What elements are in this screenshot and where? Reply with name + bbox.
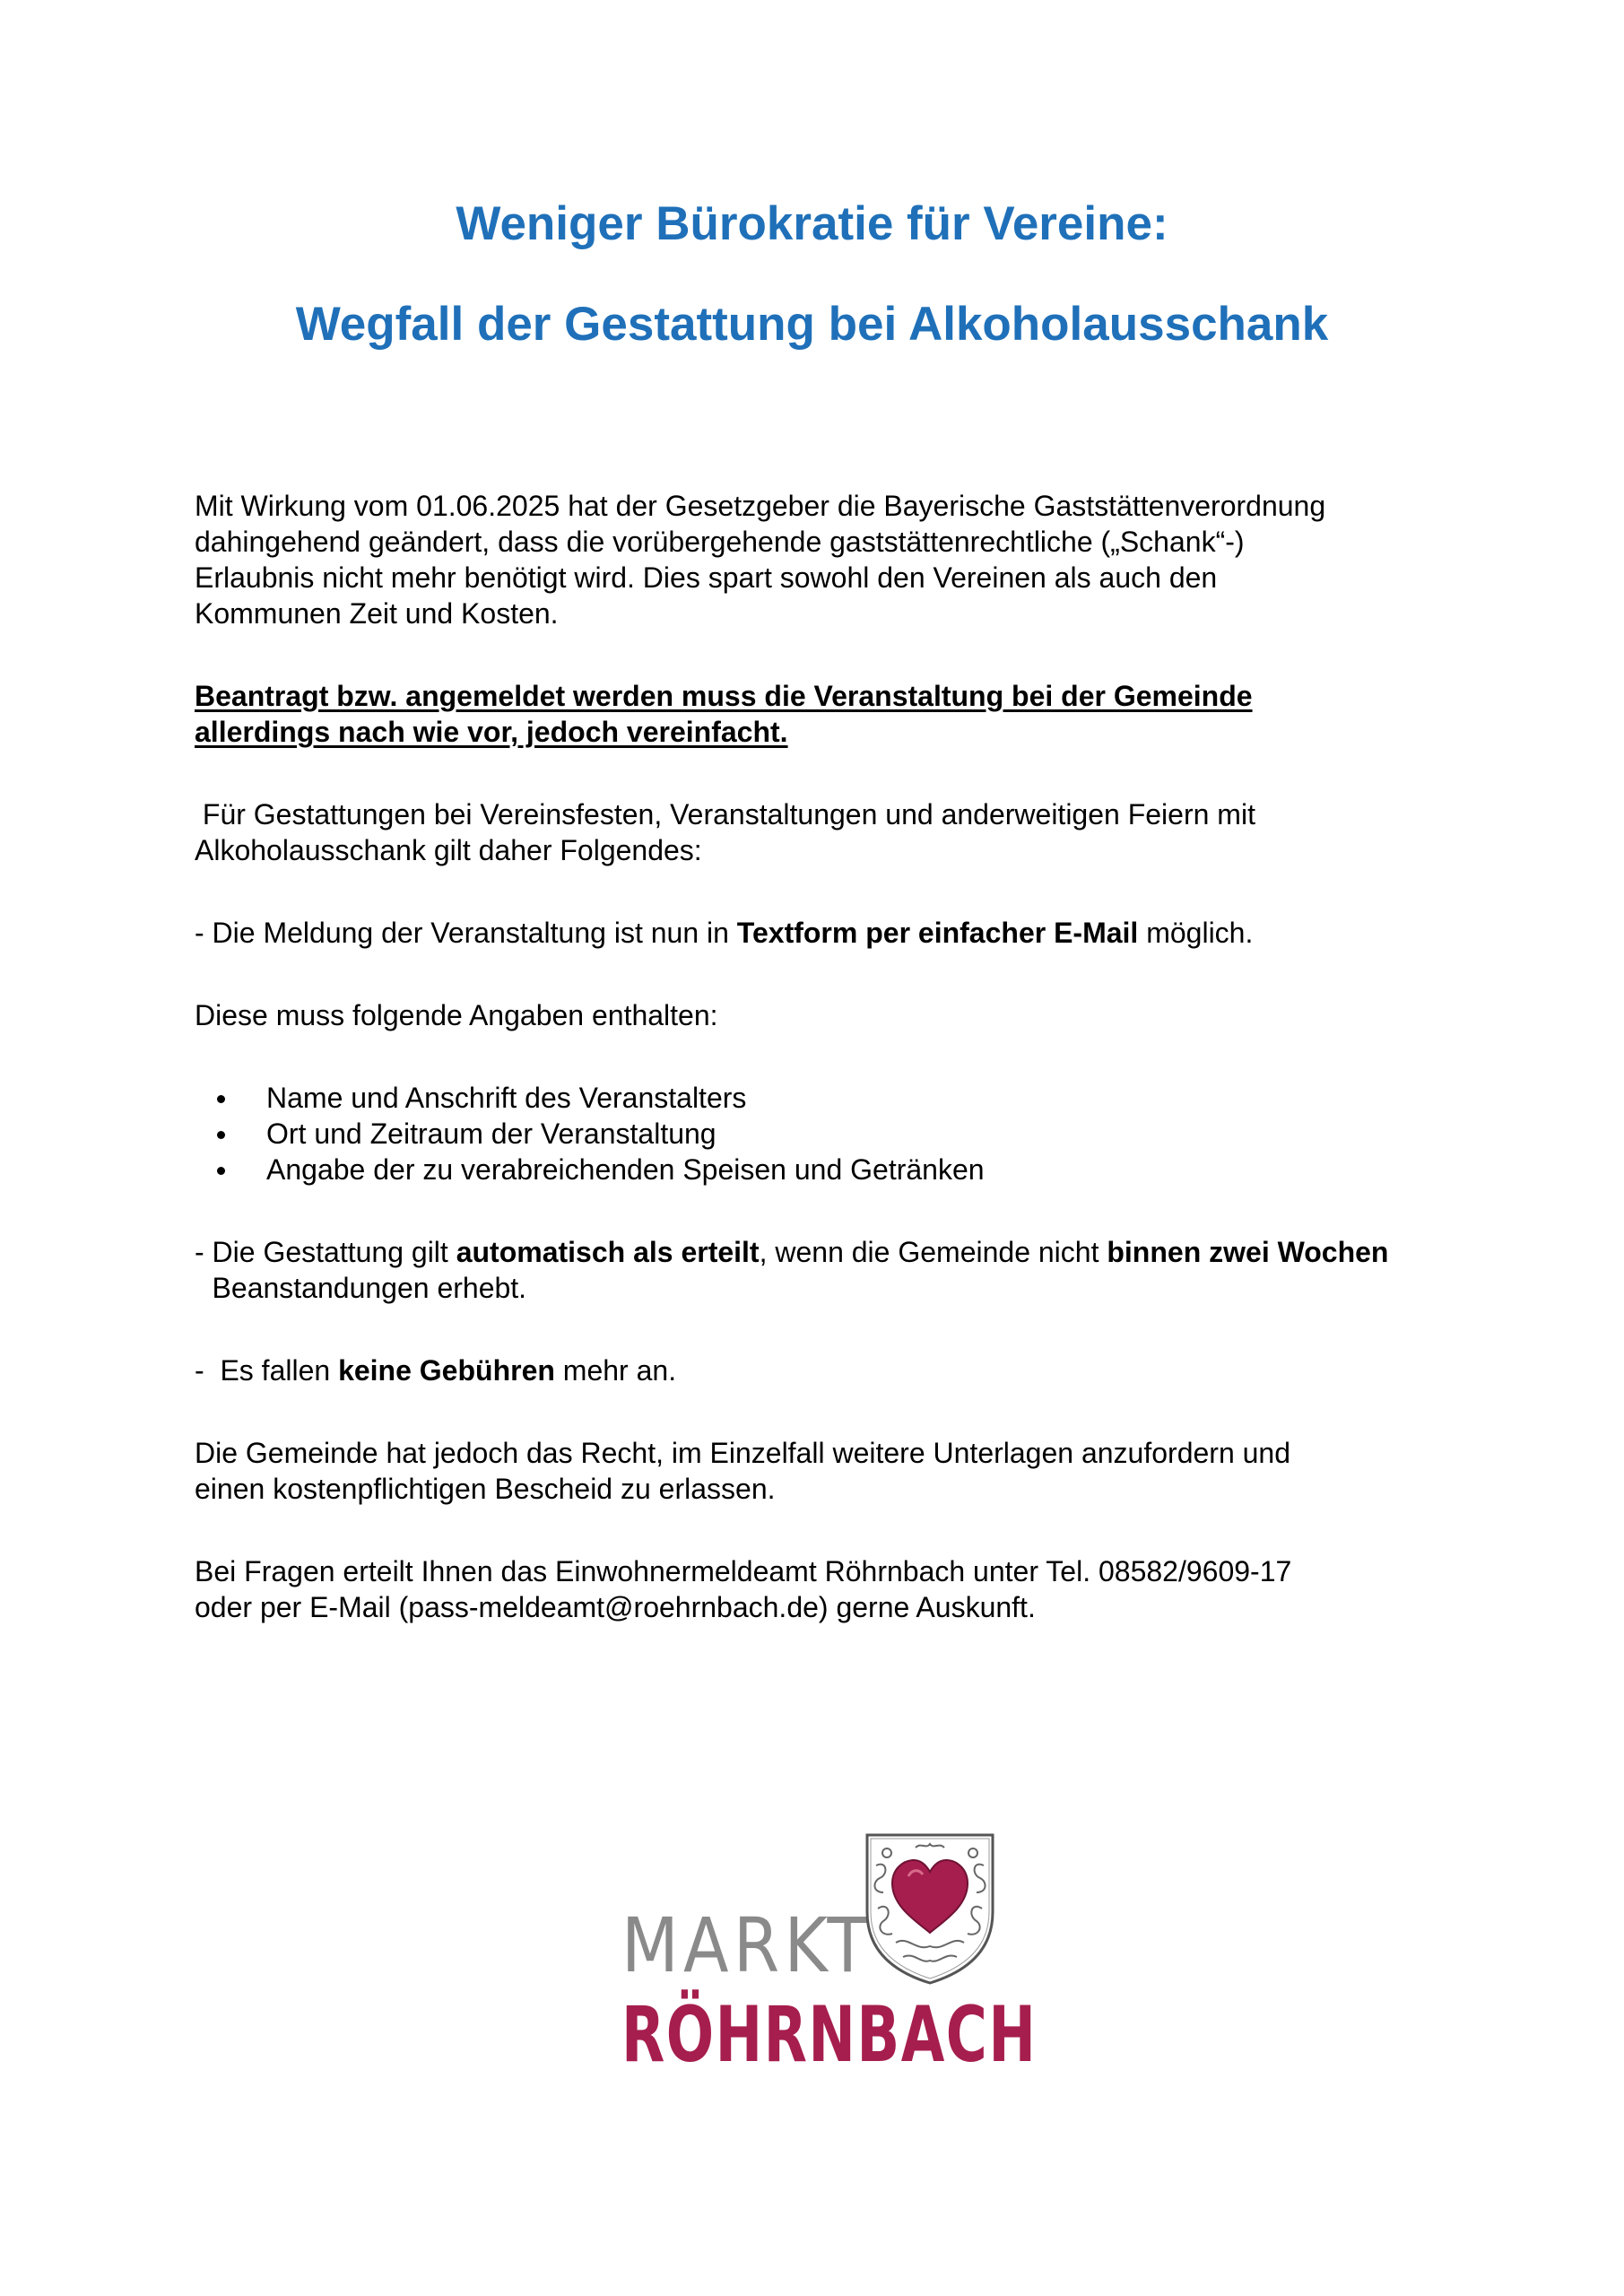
logo-word-markt: MARKT <box>621 1901 873 1989</box>
contact-line-1: Bei Fragen erteilt Ihnen das Einwohnermeldeamt Röhrnbach unter Tel. 08582/9609-17 <box>195 1555 1292 1587</box>
notice-line-1: Beantragt bzw. angemeldet werden muss die Veranstaltung bei der Gemeinde <box>195 680 1253 712</box>
point-text: , wenn die Gemeinde nicht <box>759 1236 1107 1268</box>
point-dash: - <box>195 917 213 949</box>
lead-line-2: Alkoholausschank gilt daher Folgendes: <box>195 834 702 866</box>
point-text: mehr an. <box>554 1354 677 1387</box>
intro-line-4: Kommunen Zeit und Kosten. <box>195 597 559 630</box>
point-bold-text: automatisch als erteilt <box>456 1236 760 1268</box>
intro-line-3: Erlaubnis nicht mehr benötigt wird. Dies spart sowohl den Vereinen als auch den <box>195 561 1218 594</box>
title-line-1: Weniger Bürokratie für Vereine: <box>456 197 1168 250</box>
intro-line-1: Mit Wirkung vom 01.06.2025 hat der Gesetzgeber die Bayerische Gaststättenverordnung <box>195 490 1326 522</box>
list-item: Name und Anschrift des Veranstalters <box>195 1080 1486 1116</box>
bullet-icon <box>217 1095 225 1103</box>
list-item: Ort und Zeitraum der Veranstaltung <box>195 1116 1486 1152</box>
requirements-list <box>195 1080 1486 1187</box>
requirements-intro: Diese muss folgende Angaben enthalten: <box>195 999 718 1031</box>
point-bold-text: binnen zwei Wochen <box>1107 1236 1389 1268</box>
rights-paragraph <box>195 1435 1486 1507</box>
point-automatic-approval <box>195 1234 1486 1306</box>
markt-roehrnbach-logo <box>621 1830 1038 2080</box>
logo-word-roehrnbach: RÖHRNBACH <box>621 1990 1038 2080</box>
notice-line-2: allerdings nach wie vor, jedoch vereinfacht. <box>195 716 788 748</box>
point-text: Beanstandungen erhebt. <box>212 1272 527 1304</box>
contact-paragraph <box>195 1553 1486 1625</box>
point-text: Die Gestattung gilt <box>212 1236 456 1268</box>
contact-line-2: oder per E-Mail (pass-meldeamt@roehrnbach.de) gerne Auskunft. <box>195 1591 1036 1623</box>
document-body <box>195 488 1486 1625</box>
lead-paragraph <box>195 796 1486 868</box>
rights-line-1: Die Gemeinde hat jedoch das Recht, im Einzelfall weitere Unterlagen anzufordern und <box>195 1437 1291 1469</box>
point-email-form <box>195 915 1486 951</box>
point-dash: - <box>195 1354 221 1387</box>
point-no-fees <box>195 1352 1486 1388</box>
point-dash: - <box>195 1236 213 1268</box>
point-bold-text: keine Gebühren <box>338 1354 555 1387</box>
point-text: Die Meldung der Veranstaltung ist nun in <box>212 917 737 949</box>
intro-paragraph <box>195 488 1486 631</box>
lead-line-1: Für Gestattungen bei Vereinsfesten, Veranstaltungen und anderweitigen Feiern mit <box>195 798 1255 831</box>
point-text: möglich. <box>1138 917 1254 949</box>
bullet-icon <box>217 1167 225 1175</box>
notice-paragraph <box>195 678 1486 750</box>
title-line-2: Wegfall der Gestattung bei Alkoholausschank <box>295 298 1329 351</box>
point-text: Es fallen <box>220 1354 339 1387</box>
bullet-icon <box>217 1131 225 1139</box>
intro-line-2: dahingehend geändert, dass die vorübergehende gaststättenrechtliche („Schank“-) <box>195 526 1245 558</box>
rights-line-2: einen kostenpflichtigen Bescheid zu erlassen. <box>195 1473 776 1505</box>
list-item: Angabe der zu verabreichenden Speisen und Getränken <box>195 1152 1486 1187</box>
coat-of-arms-icon <box>862 1830 998 1987</box>
point-bold-text: Textform per einfacher E-Mail <box>736 917 1139 949</box>
